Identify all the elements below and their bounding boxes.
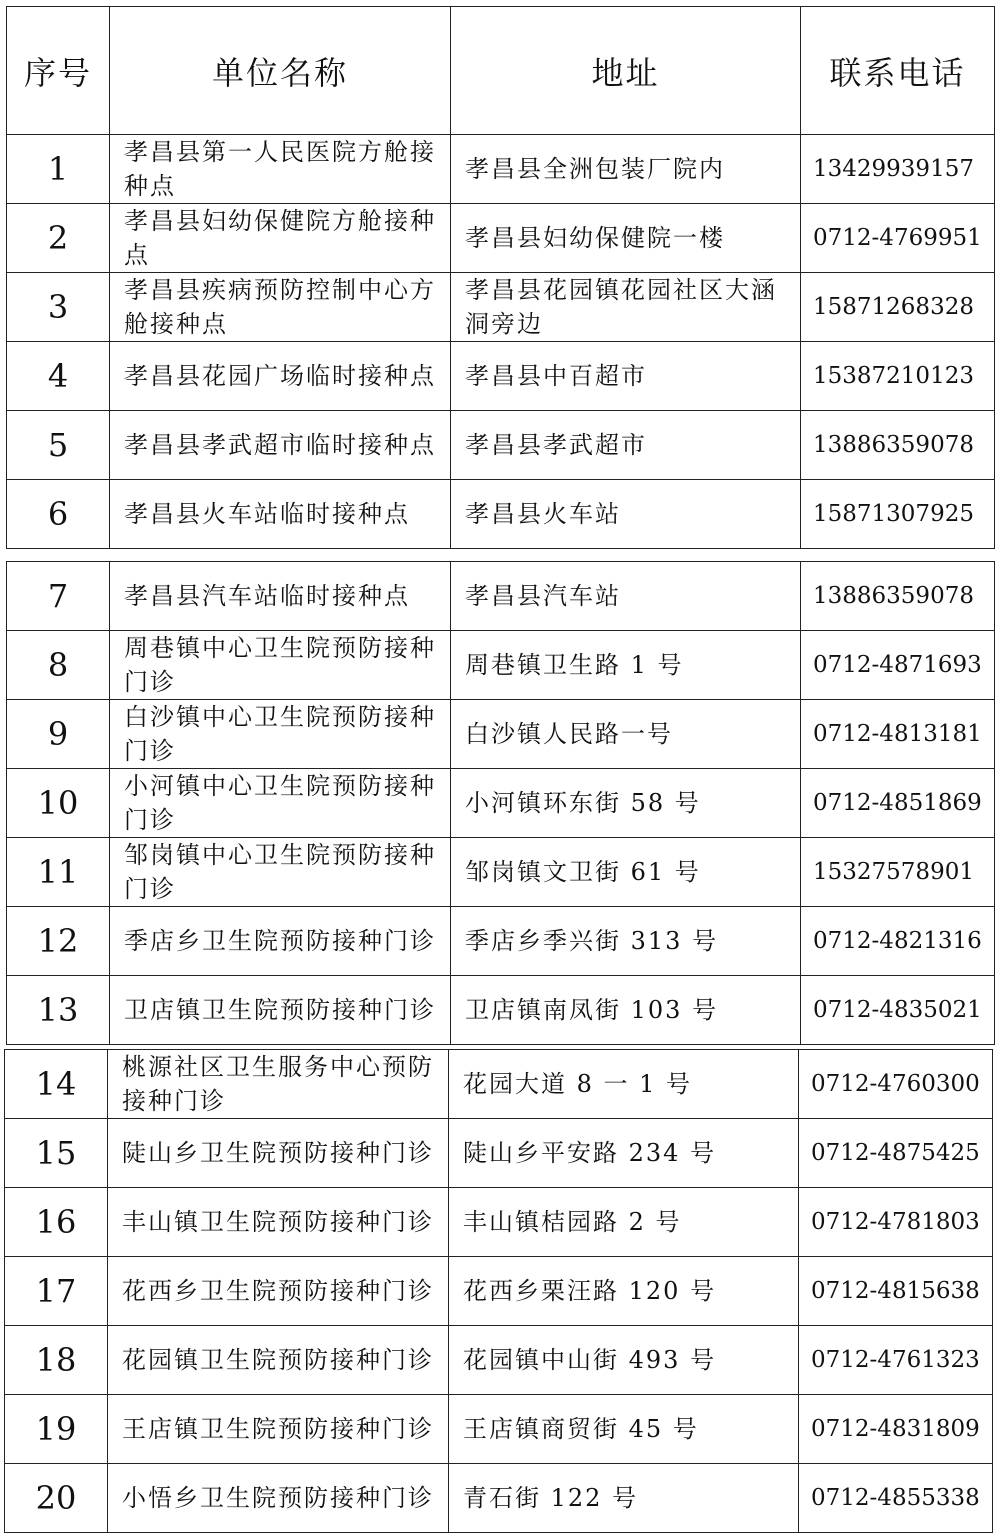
site-address: 陡山乡平安路 234 号: [449, 1119, 799, 1188]
vaccination-sites-table-part-2: [6, 561, 995, 1045]
table-row: [5, 1257, 993, 1326]
site-name: 白沙镇中心卫生院预防接种门诊: [110, 700, 451, 769]
row-number: 13: [7, 976, 110, 1045]
site-phone: 0712-4813181: [801, 700, 995, 769]
site-name: 花园镇卫生院预防接种门诊: [108, 1326, 449, 1395]
site-name: 周巷镇中心卫生院预防接种门诊: [110, 631, 451, 700]
table-row: [7, 480, 995, 549]
site-phone: 0712-4831809: [799, 1395, 993, 1464]
site-phone: 15327578901: [801, 838, 995, 907]
site-name: 花西乡卫生院预防接种门诊: [108, 1257, 449, 1326]
site-address: 邹岗镇文卫街 61 号: [451, 838, 801, 907]
row-number: 20: [5, 1464, 108, 1533]
site-address: 花园大道 8 一 1 号: [449, 1050, 799, 1119]
site-name: 孝昌县火车站临时接种点: [110, 480, 451, 549]
header-address: 地址: [451, 7, 801, 135]
table-row: [7, 631, 995, 700]
row-number: 2: [7, 204, 110, 273]
table-row: [7, 700, 995, 769]
row-number: 19: [5, 1395, 108, 1464]
site-address: 孝昌县花园镇花园社区大涵洞旁边: [451, 273, 801, 342]
site-phone: 15387210123: [801, 342, 995, 411]
site-phone: 0712-4781803: [799, 1188, 993, 1257]
site-phone: 13886359078: [801, 411, 995, 480]
site-name: 孝昌县汽车站临时接种点: [110, 562, 451, 631]
row-number: 10: [7, 769, 110, 838]
header-phone: 联系电话: [801, 7, 995, 135]
vaccination-sites-table-part-3: [4, 1049, 993, 1533]
table-row: [7, 273, 995, 342]
site-address: 孝昌县全洲包装厂院内: [451, 135, 801, 204]
site-name: 王店镇卫生院预防接种门诊: [108, 1395, 449, 1464]
site-phone: 0712-4835021: [801, 976, 995, 1045]
table-row: [5, 1050, 993, 1119]
site-name: 孝昌县妇幼保健院方舱接种点: [110, 204, 451, 273]
site-name: 桃源社区卫生服务中心预防接种门诊: [108, 1050, 449, 1119]
row-number: 1: [7, 135, 110, 204]
row-number: 17: [5, 1257, 108, 1326]
table-header-row: [7, 7, 995, 135]
vaccination-sites-table-part-1: [6, 6, 995, 549]
site-phone: 0712-4769951: [801, 204, 995, 273]
table-row: [7, 411, 995, 480]
site-phone: 13886359078: [801, 562, 995, 631]
site-phone: 0712-4855338: [799, 1464, 993, 1533]
site-phone: 15871307925: [801, 480, 995, 549]
site-address: 卫店镇南凤街 103 号: [451, 976, 801, 1045]
site-address: 青石街 122 号: [449, 1464, 799, 1533]
site-name: 小河镇中心卫生院预防接种门诊: [110, 769, 451, 838]
table-row: [7, 769, 995, 838]
site-name: 季店乡卫生院预防接种门诊: [110, 907, 451, 976]
row-number: 16: [5, 1188, 108, 1257]
site-phone: 0712-4760300: [799, 1050, 993, 1119]
table-row: [7, 204, 995, 273]
site-name: 孝昌县第一人民医院方舱接种点: [110, 135, 451, 204]
row-number: 7: [7, 562, 110, 631]
site-address: 花西乡栗汪路 120 号: [449, 1257, 799, 1326]
table-row: [5, 1326, 993, 1395]
table-row: [7, 838, 995, 907]
header-name: 单位名称: [110, 7, 451, 135]
table-row: [5, 1464, 993, 1533]
table-row: [5, 1395, 993, 1464]
site-phone: 0712-4821316: [801, 907, 995, 976]
site-address: 孝昌县中百超市: [451, 342, 801, 411]
site-name: 邹岗镇中心卫生院预防接种门诊: [110, 838, 451, 907]
row-number: 4: [7, 342, 110, 411]
header-no: 序号: [7, 7, 110, 135]
site-address: 小河镇环东街 58 号: [451, 769, 801, 838]
table-row: [7, 562, 995, 631]
site-phone: 0712-4871693: [801, 631, 995, 700]
site-address: 孝昌县汽车站: [451, 562, 801, 631]
table-row: [7, 342, 995, 411]
row-number: 9: [7, 700, 110, 769]
row-number: 11: [7, 838, 110, 907]
site-phone: 0712-4851869: [801, 769, 995, 838]
site-address: 花园镇中山街 493 号: [449, 1326, 799, 1395]
table-row: [5, 1188, 993, 1257]
site-name: 陡山乡卫生院预防接种门诊: [108, 1119, 449, 1188]
row-number: 18: [5, 1326, 108, 1395]
site-address: 丰山镇桔园路 2 号: [449, 1188, 799, 1257]
row-number: 6: [7, 480, 110, 549]
site-address: 季店乡季兴街 313 号: [451, 907, 801, 976]
site-name: 丰山镇卫生院预防接种门诊: [108, 1188, 449, 1257]
site-phone: 0712-4815638: [799, 1257, 993, 1326]
site-name: 孝昌县花园广场临时接种点: [110, 342, 451, 411]
site-name: 孝昌县疾病预防控制中心方舱接种点: [110, 273, 451, 342]
site-phone: 13429939157: [801, 135, 995, 204]
site-name: 卫店镇卫生院预防接种门诊: [110, 976, 451, 1045]
site-address: 孝昌县孝武超市: [451, 411, 801, 480]
table-row: [5, 1119, 993, 1188]
site-phone: 0712-4875425: [799, 1119, 993, 1188]
site-address: 孝昌县火车站: [451, 480, 801, 549]
site-phone: 0712-4761323: [799, 1326, 993, 1395]
row-number: 3: [7, 273, 110, 342]
site-address: 周巷镇卫生路 1 号: [451, 631, 801, 700]
table-row: [7, 976, 995, 1045]
site-address: 王店镇商贸街 45 号: [449, 1395, 799, 1464]
row-number: 8: [7, 631, 110, 700]
site-name: 孝昌县孝武超市临时接种点: [110, 411, 451, 480]
row-number: 12: [7, 907, 110, 976]
row-number: 14: [5, 1050, 108, 1119]
row-number: 15: [5, 1119, 108, 1188]
site-phone: 15871268328: [801, 273, 995, 342]
site-address: 白沙镇人民路一号: [451, 700, 801, 769]
site-address: 孝昌县妇幼保健院一楼: [451, 204, 801, 273]
row-number: 5: [7, 411, 110, 480]
table-row: [7, 907, 995, 976]
table-row: [7, 135, 995, 204]
site-name: 小悟乡卫生院预防接种门诊: [108, 1464, 449, 1533]
